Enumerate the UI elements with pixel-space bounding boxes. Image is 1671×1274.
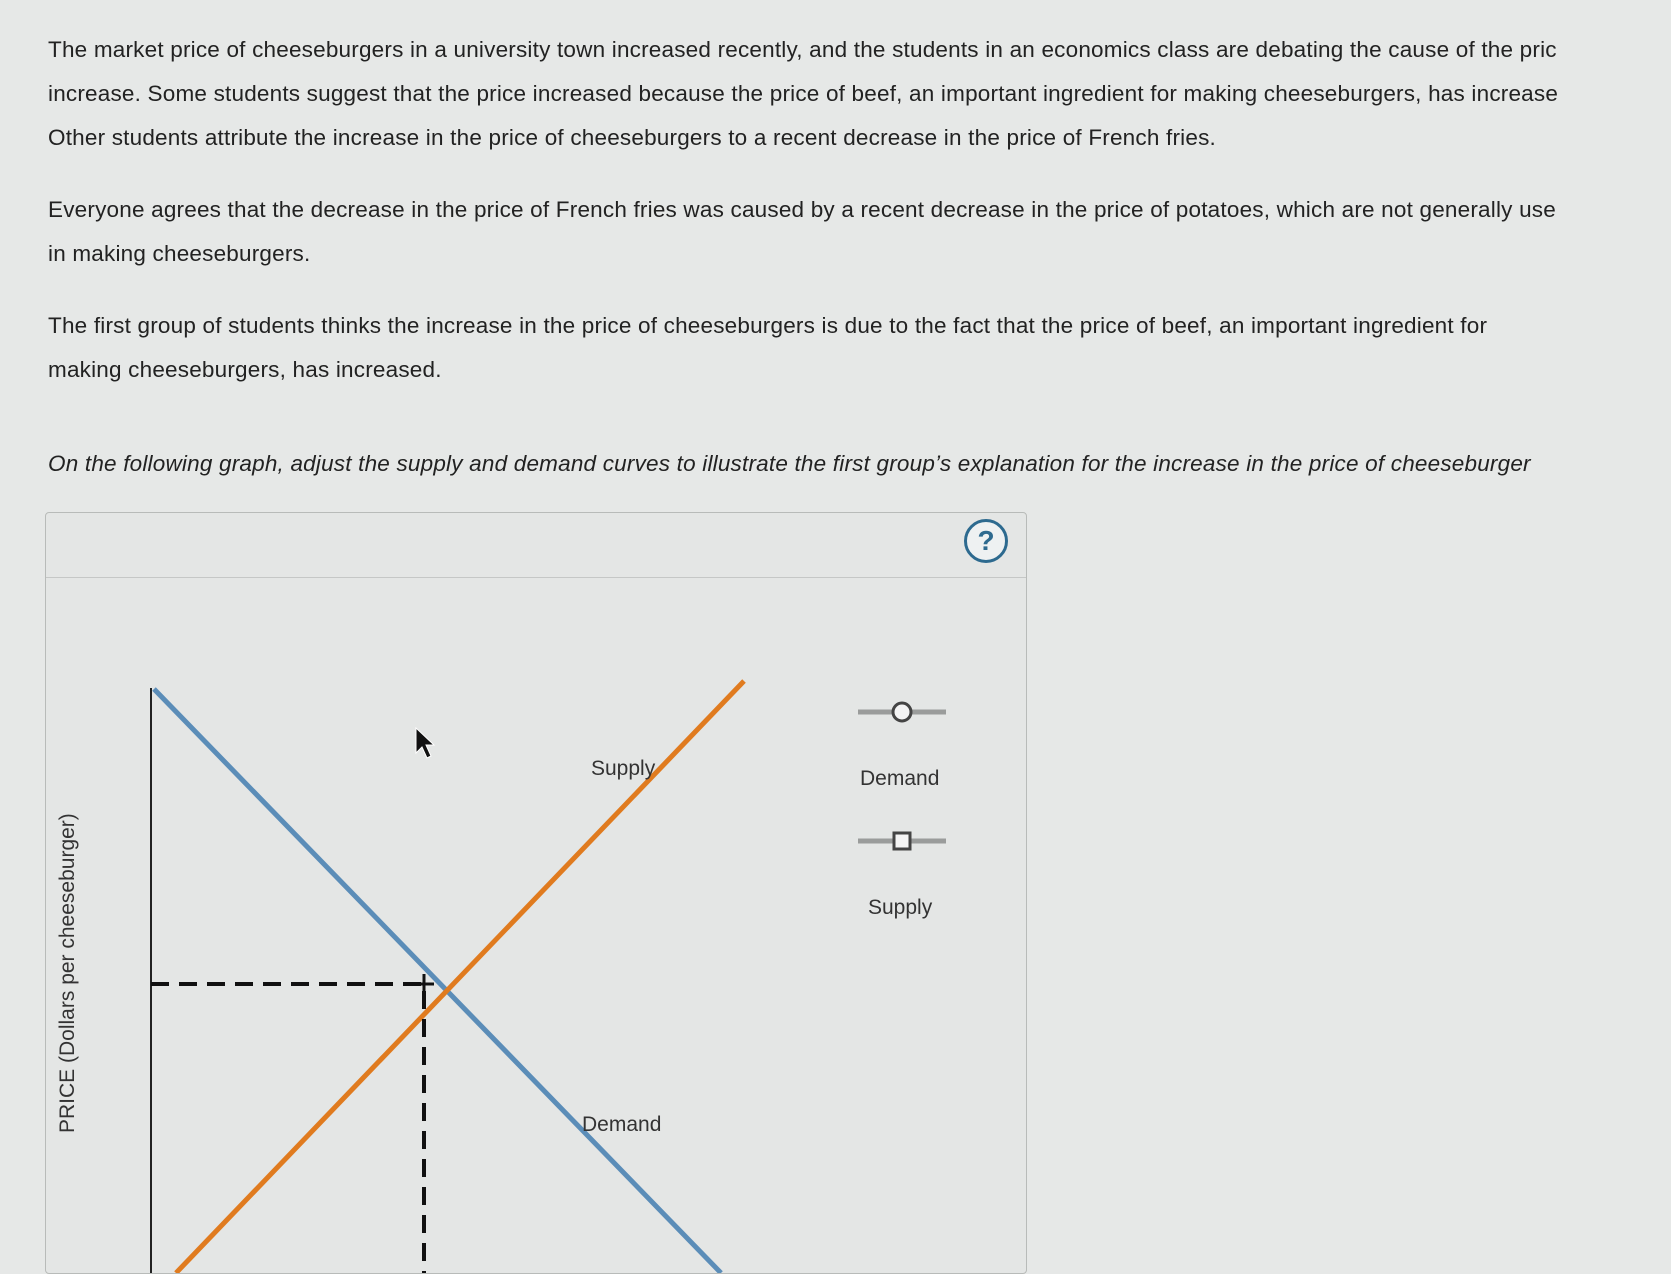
help-icon: ? xyxy=(977,525,995,556)
graph-panel xyxy=(45,512,1027,1274)
graph-canvas[interactable] xyxy=(46,513,1026,1273)
demand-tool-label[interactable]: Demand xyxy=(860,767,940,790)
supply-curve-label: Supply xyxy=(591,757,656,780)
demand-curve-label: Demand xyxy=(582,1113,662,1136)
supply-curve[interactable] xyxy=(176,681,744,1273)
graph-instruction: On the following graph, adjust the supply and demand curves to illustrate the first group’s explanation for the increase in the price of cheeseburger xyxy=(48,451,1531,476)
question-paragraph-2-line-2: in making cheeseburgers. xyxy=(48,241,311,266)
y-axis-label: PRICE (Dollars per cheeseburger) xyxy=(56,813,79,1133)
supply-tool-label[interactable]: Supply xyxy=(868,896,933,919)
question-text xyxy=(48,28,1668,486)
question-paragraph-1-line-1: The market price of cheeseburgers in a university town increased recently, and the students in an economics class are debating the cause of the pric xyxy=(48,37,1557,62)
cursor-arrow-icon xyxy=(416,728,434,758)
question-paragraph-1-line-3: Other students attribute the increase in the price of cheeseburgers to a recent decrease in the price of French fries. xyxy=(48,125,1216,150)
question-paragraph-3-line-2: making cheeseburgers, has increased. xyxy=(48,357,442,382)
question-paragraph-2-line-1: Everyone agrees that the decrease in the price of French fries was caused by a recent decrease in the price of potatoes, which are not generally use xyxy=(48,197,1556,222)
question-paragraph-1-line-2: increase. Some students suggest that the price increased because the price of beef, an important ingredient for making cheeseburgers, has increase xyxy=(48,81,1559,106)
question-paragraph-3-line-1: The first group of students thinks the increase in the price of cheeseburgers is due to the fact that the price of beef, an important ingredient for xyxy=(48,313,1488,338)
supply-tool[interactable] xyxy=(858,833,946,849)
demand-tool[interactable] xyxy=(858,703,946,721)
circle-handle-icon[interactable] xyxy=(893,703,911,721)
square-handle-icon[interactable] xyxy=(894,833,910,849)
